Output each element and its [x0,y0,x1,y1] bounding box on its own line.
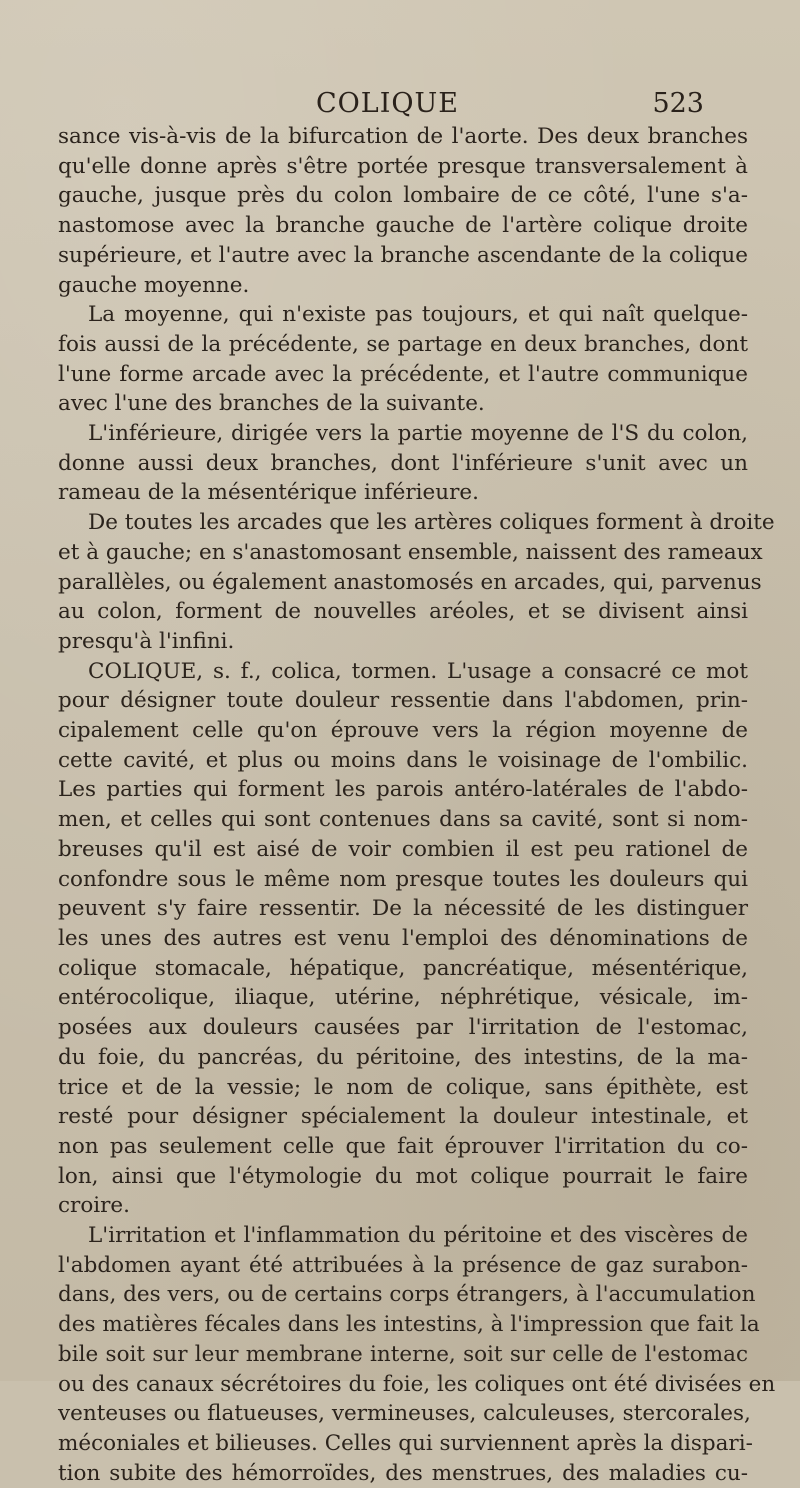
text-line: nastomose avec la branche gauche de l'artère colique droite [58,213,748,239]
text-line: ou des canaux sécrétoires du foie, les coliques ont été divisées en [58,1371,776,1397]
text-line: COLIQUE, s. f., colica, tormen. L'usage a consacré ce mot [88,658,748,684]
text-line: sance vis-à-vis de la bifurcation de l'aorte. Des deux branches [58,124,748,149]
text-line: cipalement celle qu'on éprouve vers la région moyenne de [58,718,748,744]
text-line: confondre sous le même nom presque toutes les douleurs qui [58,866,748,892]
page-number: 523 [652,88,704,119]
text-line: gauche moyenne. [58,272,250,298]
text-line: donne aussi deux branches, dont l'inférieure s'unit avec un [58,450,748,476]
text-line: trice et de la vessie; le nom de colique, sans épithète, est [58,1074,748,1100]
text-line: venteuses ou flatueuses, vermineuses, calculeuses, stercorales, [58,1401,751,1427]
text-line: supérieure, et l'autre avec la branche ascendante de la colique [58,242,748,268]
text-line: peuvent s'y faire ressentir. De la nécessité de les distinguer [58,896,748,922]
running-title: COLIQUE [316,88,459,119]
text-line: L'inférieure, dirigée vers la partie moyenne de l'S du colon, [88,421,748,447]
body-text [58,122,776,1488]
text-line: des matières fécales dans les intestins, à l'impression que fait la [58,1312,760,1338]
text-line: qu'elle donne après s'être portée presque transversalement à [58,153,748,179]
text-line: entérocolique, iliaque, utérine, néphrétique, vésicale, im- [58,985,748,1011]
text-line: pour désigner toute douleur ressentie dans l'abdomen, prin- [58,688,748,714]
text-line: Les parties qui forment les parois antéro-latérales de l'abdo- [58,777,748,803]
text-line: croire. [58,1193,130,1219]
text-line: De toutes les arcades que les artères coliques forment à droite [88,510,775,536]
text-line: du foie, du pancréas, du péritoine, des intestins, de la ma- [58,1044,748,1070]
text-line: cette cavité, et plus ou moins dans le voisinage de l'ombilic. [58,747,748,773]
text-line: fois aussi de la précédente, se partage en deux branches, dont [58,331,748,357]
text-line: resté pour désigner spécialement la douleur intestinale, et [58,1104,748,1130]
text-line: au colon, forment de nouvelles aréoles, et se divisent ainsi [58,599,748,625]
text-line: gauche, jusque près du colon lombaire de ce côté, l'une s'a- [58,183,748,209]
text-line: l'une forme arcade avec la précédente, et l'autre communique [58,361,748,387]
text-line: presqu'à l'infini. [58,628,235,654]
text-line: parallèles, ou également anastomosés en arcades, qui, parvenus [58,569,762,595]
text-line: bile soit sur leur membrane interne, soit sur celle de l'estomac [58,1341,748,1367]
text-line: rameau de la mésentérique inférieure. [58,480,479,506]
text-line: colique stomacale, hépatique, pancréatique, mésentérique, [58,955,748,981]
text-line: avec l'une des branches de la suivante. [58,391,485,417]
text-line: posées aux douleurs causées par l'irritation de l'estomac, [58,1015,748,1041]
text-line: La moyenne, qui n'existe pas toujours, et qui naît quelque- [88,302,748,328]
text-line: dans, des vers, ou de certains corps étrangers, à l'accumulation [58,1282,756,1308]
text-line: men, et celles qui sont contenues dans sa cavité, sont si nom- [58,807,748,833]
text-line: L'irritation et l'inflammation du péritoine et des viscères de [88,1223,748,1249]
text-line: breuses qu'il est aisé de voir combien il est peu rationel de [58,836,748,862]
text-line: tion subite des hémorroïdes, des menstrues, des maladies cu- [58,1460,748,1486]
text-line: les unes des autres est venu l'emploi des dénominations de [58,925,748,951]
text-line: et à gauche; en s'anastomosant ensemble, naissent des rameaux [58,539,763,565]
text-line: lon, ainsi que l'étymologie du mot colique pourrait le faire [58,1163,748,1189]
text-line: l'abdomen ayant été attribuées à la présence de gaz surabon- [58,1252,748,1278]
text-line: méconiales et bilieuses. Celles qui surviennent après la dispari- [58,1430,753,1456]
text-line: non pas seulement celle que fait éprouver l'irritation du co- [58,1133,748,1159]
